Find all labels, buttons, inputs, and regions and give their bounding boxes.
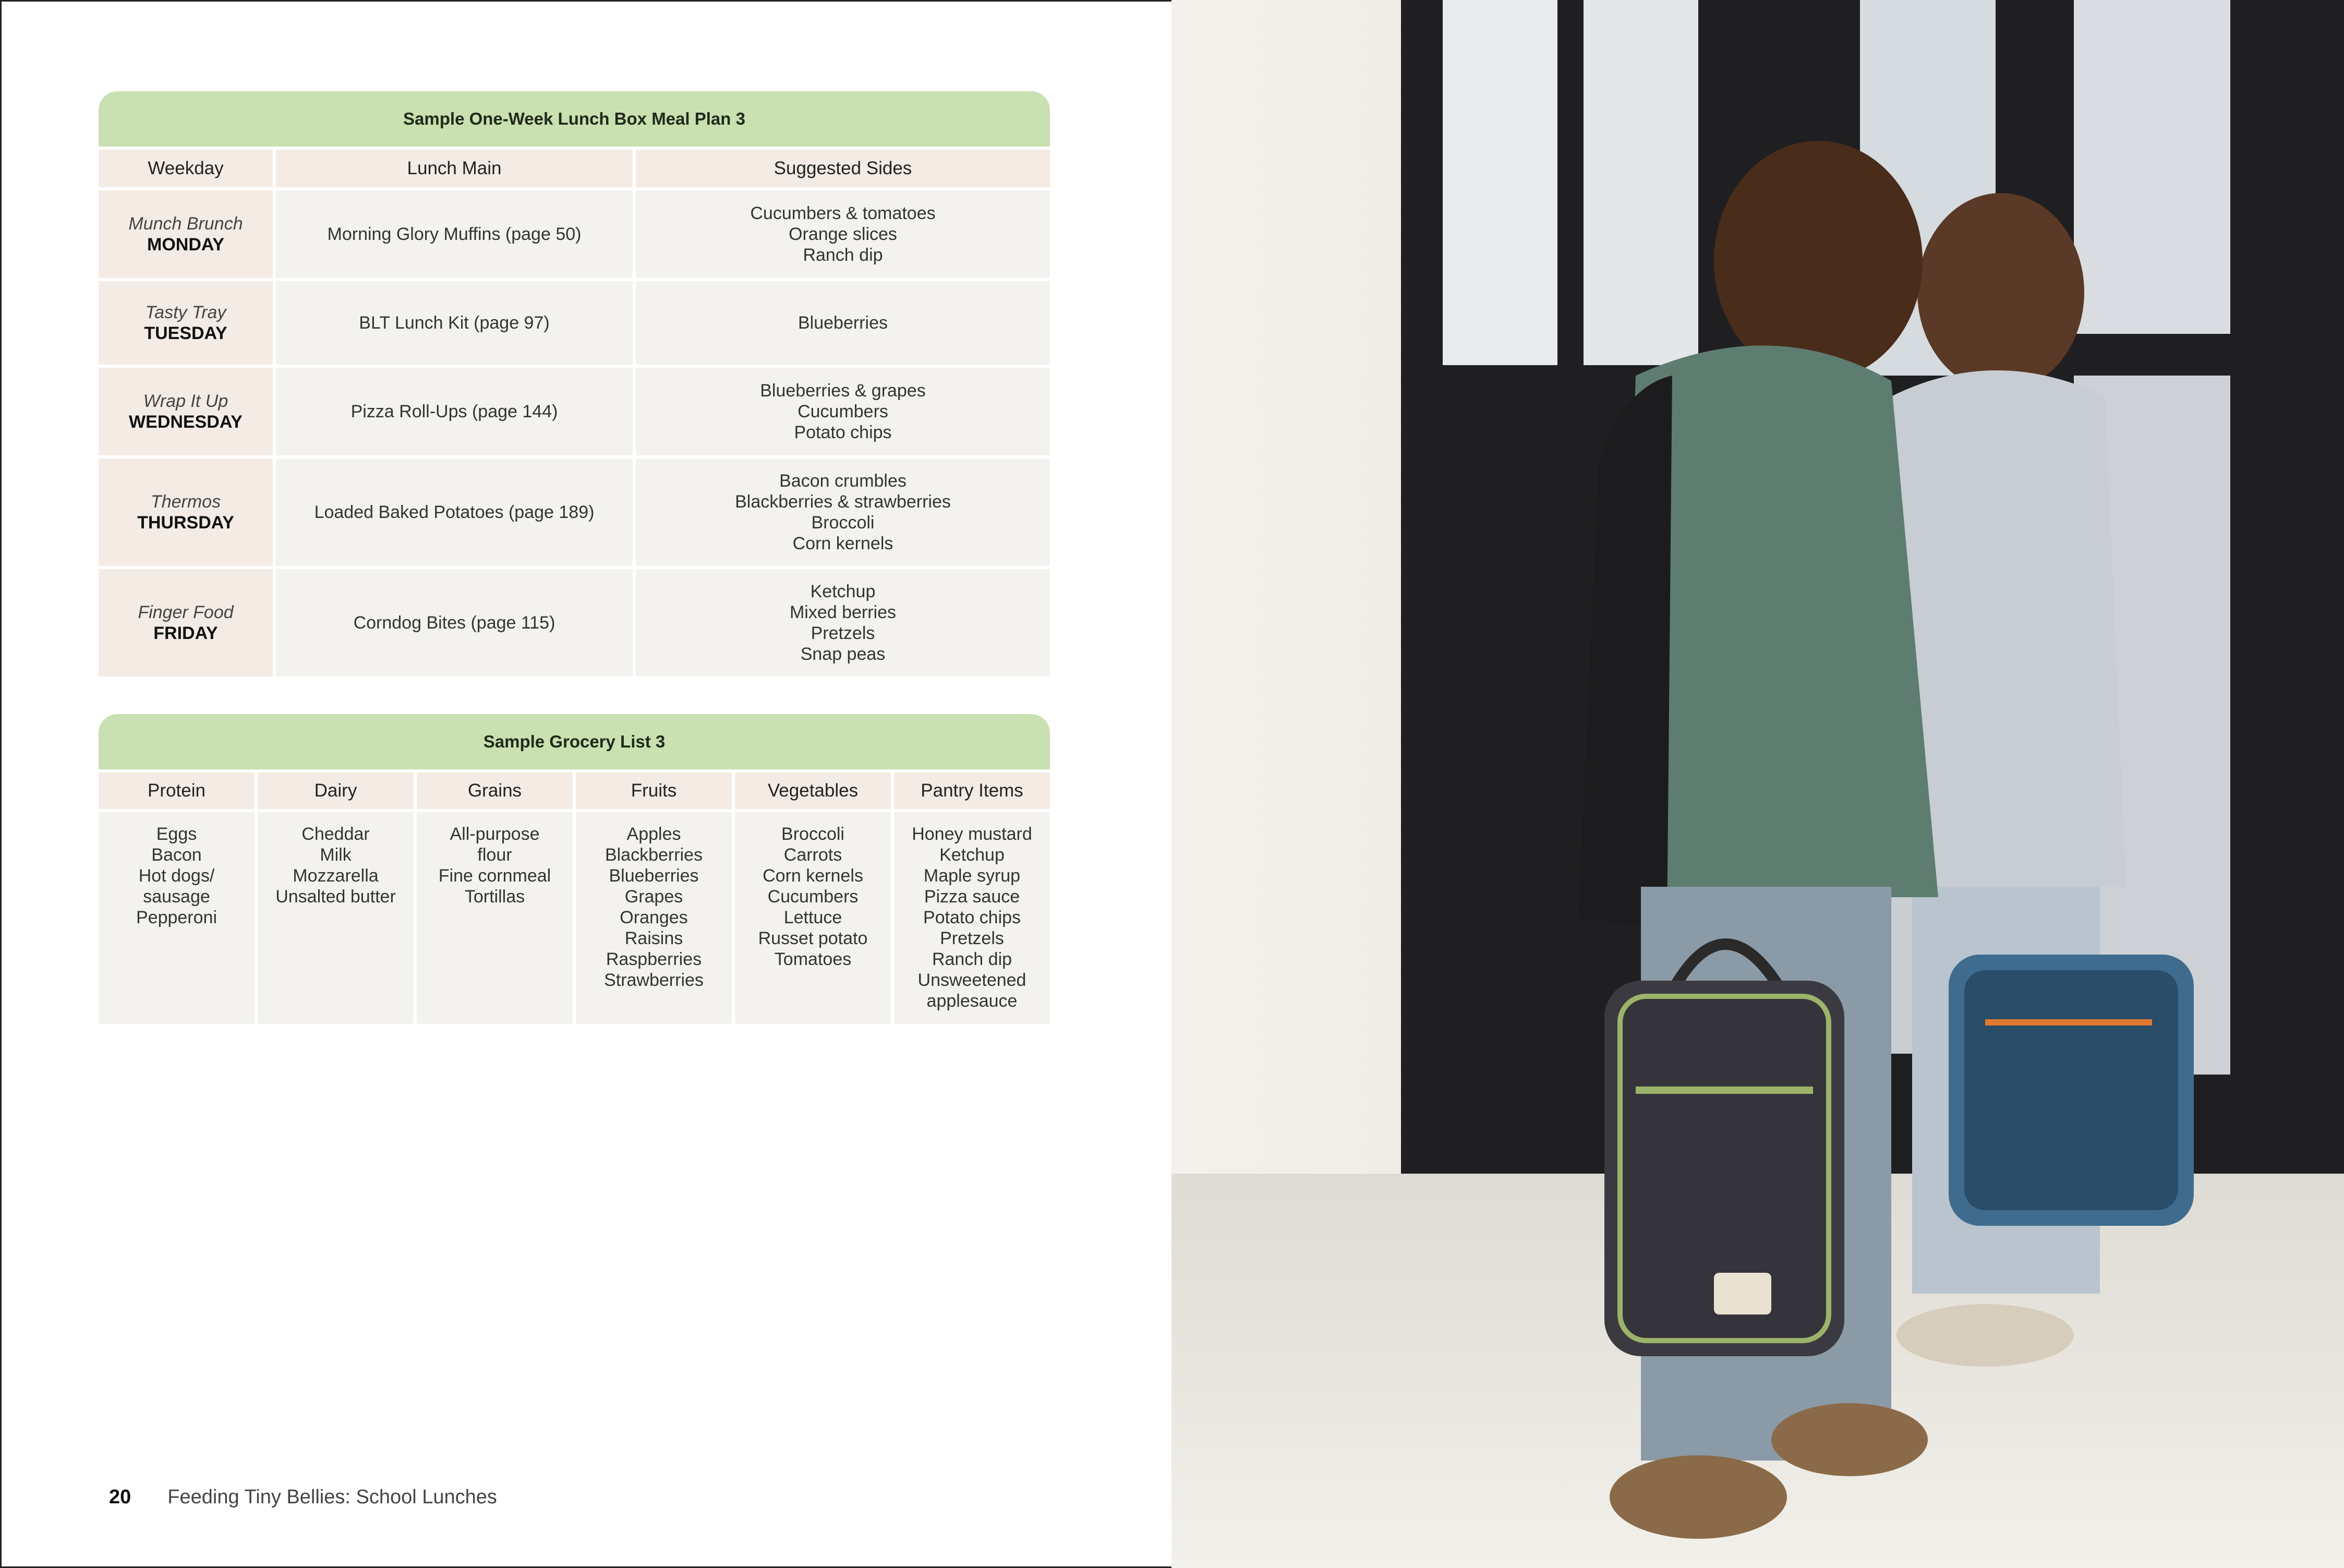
grocery-item: Apples [626, 824, 681, 844]
day-theme: Finger Food [138, 602, 234, 622]
grocery-header-grains: Grains [417, 773, 573, 809]
grocery-item: Pizza sauce [924, 887, 1020, 907]
grocery-item: Unsweetened [917, 970, 1026, 990]
grocery-item: Ranch dip [932, 949, 1012, 969]
meal-header-lunch-main: Lunch Main [276, 150, 633, 187]
side-item: Broccoli [811, 513, 875, 533]
page-footer [109, 1486, 497, 1509]
lunch-main-cell: Corndog Bites (page 115) [276, 569, 633, 677]
grocery-column-vegetables [735, 812, 891, 1024]
grocery-header-pantry-items: Pantry Items [894, 773, 1050, 809]
grocery-column-fruits [576, 812, 732, 1024]
weekday-cell [99, 459, 273, 566]
grocery-item: Cheddar [301, 824, 370, 844]
grocery-item: Blackberries [605, 845, 703, 865]
photo-illustration [1171, 0, 2344, 1568]
lunch-main-cell: Pizza Roll-Ups (page 144) [276, 368, 633, 455]
grocery-item: Potato chips [923, 908, 1021, 927]
day-name: FRIDAY [153, 623, 218, 643]
grocery-item: Strawberries [604, 970, 704, 990]
meal-header-weekday: Weekday [99, 150, 273, 187]
grocery-item: Eggs [156, 824, 197, 844]
lunch-main-cell: BLT Lunch Kit (page 97) [276, 281, 633, 365]
grocery-item: Pretzels [940, 928, 1004, 948]
grocery-grid [99, 773, 1050, 1024]
sides-cell [636, 368, 1050, 455]
day-theme: Munch Brunch [128, 214, 243, 234]
page-number: 20 [109, 1486, 131, 1508]
grocery-item: Tomatoes [774, 949, 852, 969]
meal-plan-grid [99, 150, 1050, 677]
meal-plan-title: Sample One-Week Lunch Box Meal Plan 3 [99, 91, 1050, 147]
sides-cell [636, 569, 1050, 677]
meal-plan-table [99, 91, 1050, 677]
grocery-item: Milk [320, 845, 352, 865]
side-item: Blueberries & grapes [760, 381, 926, 401]
lunch-main-cell: Loaded Baked Potatoes (page 189) [276, 459, 633, 566]
grocery-item: Russet potato [758, 928, 868, 948]
side-item: Blueberries [798, 313, 888, 333]
grocery-header-dairy: Dairy [258, 773, 414, 809]
grocery-item: Broccoli [781, 824, 844, 844]
day-name: TUESDAY [144, 323, 227, 343]
day-name: THURSDAY [137, 513, 234, 533]
side-item: Blackberries & strawberries [735, 492, 951, 512]
side-item: Snap peas [800, 644, 886, 664]
grocery-item: sausage [143, 887, 210, 907]
day-name: WEDNESDAY [129, 412, 243, 432]
weekday-cell [99, 281, 273, 365]
lunch-main-cell: Morning Glory Muffins (page 50) [276, 190, 633, 278]
side-item: Mixed berries [789, 602, 897, 622]
weekday-cell [99, 368, 273, 455]
grocery-item: Raspberries [606, 949, 702, 969]
left-page [0, 0, 1171, 1568]
grocery-item: Hot dogs/ [138, 866, 215, 886]
day-name: MONDAY [147, 235, 224, 255]
weekday-cell [99, 569, 273, 677]
side-item: Ketchup [810, 582, 876, 601]
grocery-item: Corn kernels [763, 866, 863, 886]
grocery-header-fruits: Fruits [576, 773, 732, 809]
grocery-item: Mozzarella [293, 866, 379, 886]
grocery-header-vegetables: Vegetables [735, 773, 891, 809]
grocery-item: Tortillas [464, 887, 525, 907]
grocery-column-protein [99, 812, 255, 1024]
book-title: Feeding Tiny Bellies: School Lunches [167, 1486, 497, 1508]
grocery-column-grains [417, 812, 573, 1024]
grocery-item: All-purpose [450, 824, 540, 844]
photo-kids-with-lunch-boxes [1171, 0, 2344, 1568]
grocery-item: Unsalted butter [275, 887, 396, 907]
grocery-item: Pepperoni [136, 908, 217, 927]
grocery-list-title: Sample Grocery List 3 [99, 714, 1050, 769]
side-item: Pretzels [811, 623, 875, 643]
grocery-item: Lettuce [783, 908, 842, 927]
side-item: Ranch dip [803, 245, 883, 265]
grocery-item: Blueberries [609, 866, 699, 886]
grocery-item: Raisins [624, 928, 683, 948]
grocery-item: Ketchup [939, 845, 1005, 865]
grocery-header-protein: Protein [99, 773, 255, 809]
grocery-item: Grapes [624, 887, 683, 907]
weekday-cell [99, 190, 273, 278]
day-theme: Tasty Tray [145, 303, 226, 322]
side-item: Corn kernels [792, 534, 893, 553]
side-item: Bacon crumbles [779, 471, 907, 491]
grocery-list-table [99, 714, 1050, 1024]
grocery-item: Fine cornmeal [438, 866, 551, 886]
sides-cell [636, 459, 1050, 566]
grocery-column-pantry-items [894, 812, 1050, 1024]
side-item: Cucumbers & tomatoes [750, 203, 936, 223]
grocery-item: Honey mustard [912, 824, 1032, 844]
side-item: Orange slices [789, 224, 897, 244]
day-theme: Thermos [150, 492, 221, 512]
grocery-item: flour [477, 845, 512, 865]
sides-cell [636, 281, 1050, 365]
grocery-item: Cucumbers [767, 887, 859, 907]
sides-cell [636, 190, 1050, 278]
grocery-column-dairy [258, 812, 414, 1024]
grocery-item: applesauce [926, 991, 1018, 1011]
grocery-item: Oranges [620, 908, 688, 927]
grocery-item: Bacon [151, 845, 202, 865]
day-theme: Wrap It Up [143, 391, 228, 411]
side-item: Cucumbers [798, 402, 888, 421]
meal-header-suggested-sides: Suggested Sides [636, 150, 1050, 187]
grocery-item: Maple syrup [923, 866, 1021, 886]
grocery-item: Carrots [783, 845, 842, 865]
side-item: Potato chips [794, 423, 892, 442]
